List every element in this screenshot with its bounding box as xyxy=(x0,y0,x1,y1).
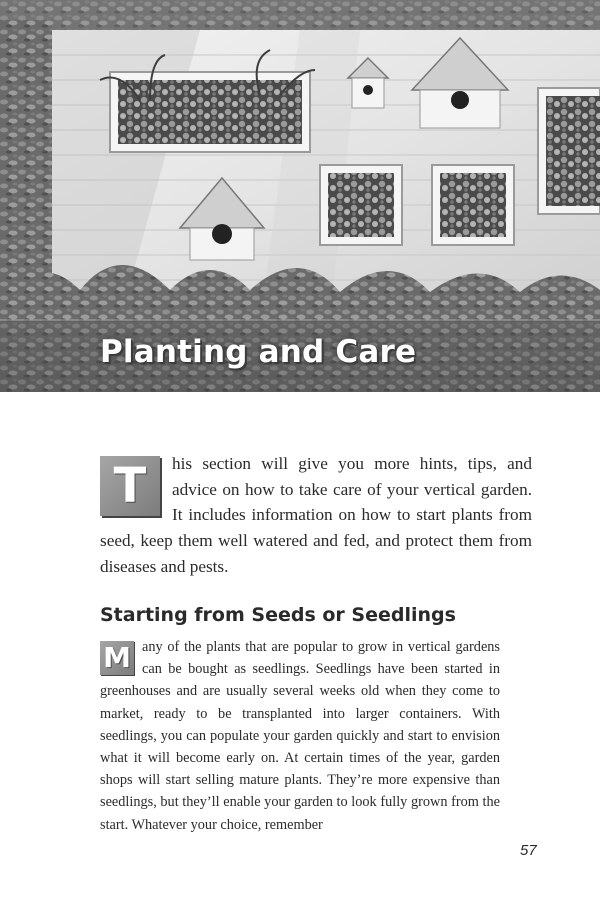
section-drop-cap: M xyxy=(100,641,134,675)
chapter-title: Planting and Care xyxy=(100,334,417,370)
page-number: 57 xyxy=(520,842,537,859)
section-text: any of the plants that are popular to grow in vertical gardens can be bought as seedlings. Seedlings have been started in greenhouses and are usually several weeks old when they come to market, ready to be transplanted into larger containers. With seedlings, you can populate your garden quickly and start to envision what it will become early on. At certain times of the year, garden shops will start selling mature plants. They’re more expensive than seedlings, but they’ll enable your garden to look fully grown from the start. Whatever your choice, remember xyxy=(100,639,500,833)
intro-paragraph xyxy=(100,451,532,580)
section-heading: Starting from Seeds or Seedlings xyxy=(100,604,456,626)
intro-text: his section will give you more hints, tips, and advice on how to take care of your vertical garden. It includes information on how to start plants from seed, keep them well watered and fed, and protect them from diseases and pests. xyxy=(100,454,532,576)
section-body-paragraph xyxy=(100,636,500,836)
hero-photo xyxy=(0,0,600,392)
intro-drop-cap: T xyxy=(100,456,160,516)
